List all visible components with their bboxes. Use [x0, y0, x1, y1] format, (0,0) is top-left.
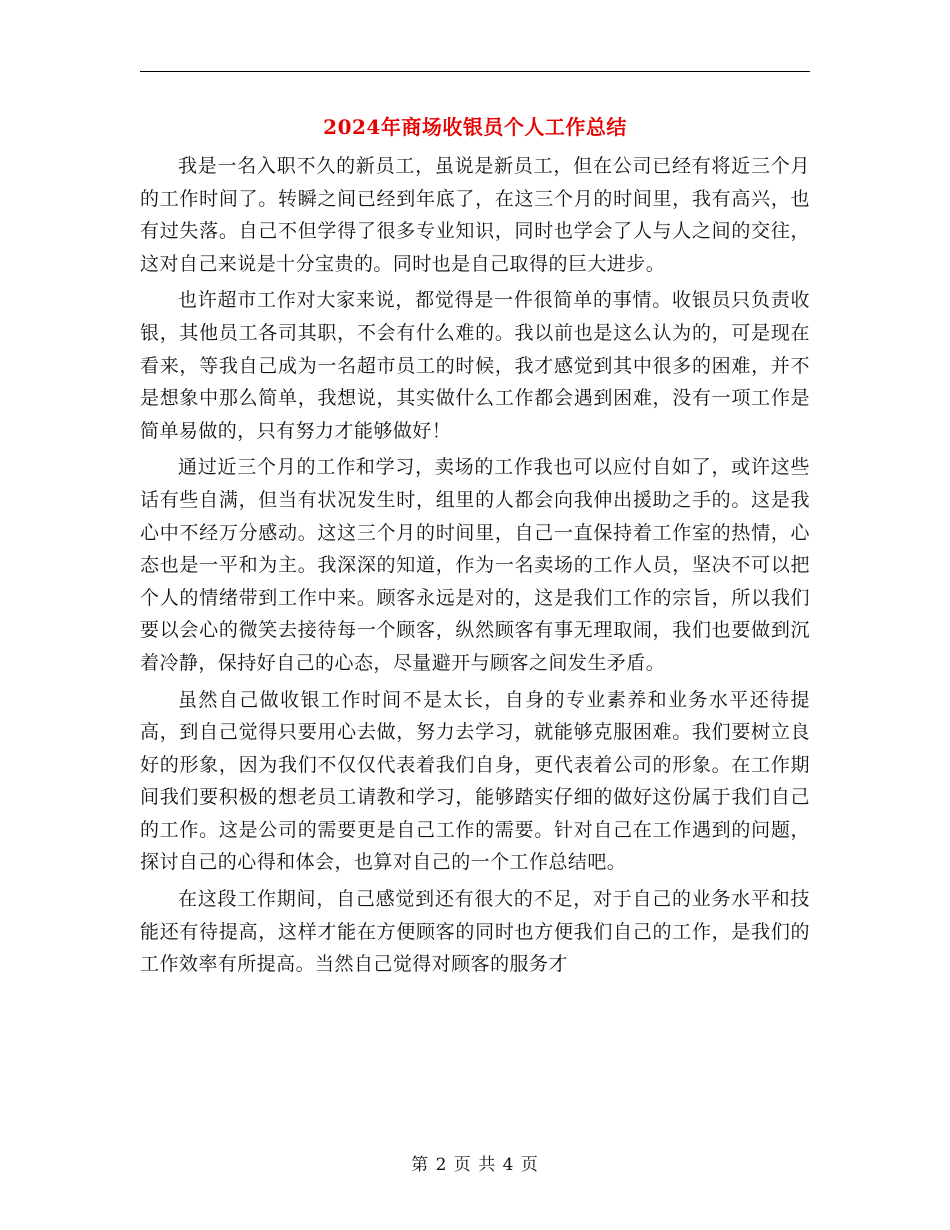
paragraph-1: 我是一名入职不久的新员工，虽说是新员工，但在公司已经有将近三个月的工作时间了。转瞬之间已经到年底了，在这三个月的时间里，我有高兴，也有过失落。自己不但学得了很多专业知识，同时也学会了人与人之间的交往，这对自己来说是十分宝贵的。同时也是自己取得的巨大进步。	[140, 155, 810, 275]
paragraph-3: 通过近三个月的工作和学习，卖场的工作我也可以应付自如了，或许这些话有些自满，但当有状况发生时，组里的人都会向我伸出援助之手的。这是我心中不经万分感动。这这三个月的时间里，自己一直保持着工作室的热情，心态也是一平和为主。我深深的知道，作为一名卖场的工作人员，坚决不可以把个人的情绪带到工作中来。顾客永远是对的，这是我们工作的宗旨，所以我们要以会心的微笑去接待每一个顾客，纵然顾客有事无理取闹，我们也要做到沉着冷静，保持好自己的心态，尽量避开与顾客之间发生矛盾。	[140, 456, 810, 674]
paragraph-2: 也许超市工作对大家来说，都觉得是一件很简单的事情。收银员只负责收银，其他员工各司其职，不会有什么难的。我以前也是这么认为的，可是现在看来，等我自己成为一名超市员工的时候，我才感觉到其中很多的困难，并不是想象中那么简单，我想说，其实做什么工作都会遇到困难，没有一项工作是简单易做的，只有努力才能够做好！	[140, 289, 810, 442]
paragraph-4: 虽然自己做收银工作时间不是太长，自身的专业素养和业务水平还待提高，到自己觉得只要用心去做，努力去学习，就能够克服困难。我们要树立良好的形象，因为我们不仅仅代表着我们自身，更代表着公司的形象。在工作期间我们要积极的想老员工请教和学习，能够踏实仔细的做好这份属于我们自己的工作。这是公司的需要更是自己工作的需要。针对自己在工作遇到的问题，探讨自己的心得和体会，也算对自己的一个工作总结吧。	[140, 688, 810, 874]
paragraph-5: 在这段工作期间，自己感觉到还有很大的不足，对于自己的业务水平和技能还有待提高，这样才能在方便顾客的同时也方便我们自己的工作，是我们的工作效率有所提高。当然自己觉得对顾客的服务才	[140, 888, 810, 976]
header-rule	[140, 71, 810, 72]
document-body	[140, 150, 810, 985]
document-title: 2024年商场收银员个人工作总结	[323, 115, 627, 139]
page-number: 第 2 页 共 4 页	[411, 1155, 539, 1175]
